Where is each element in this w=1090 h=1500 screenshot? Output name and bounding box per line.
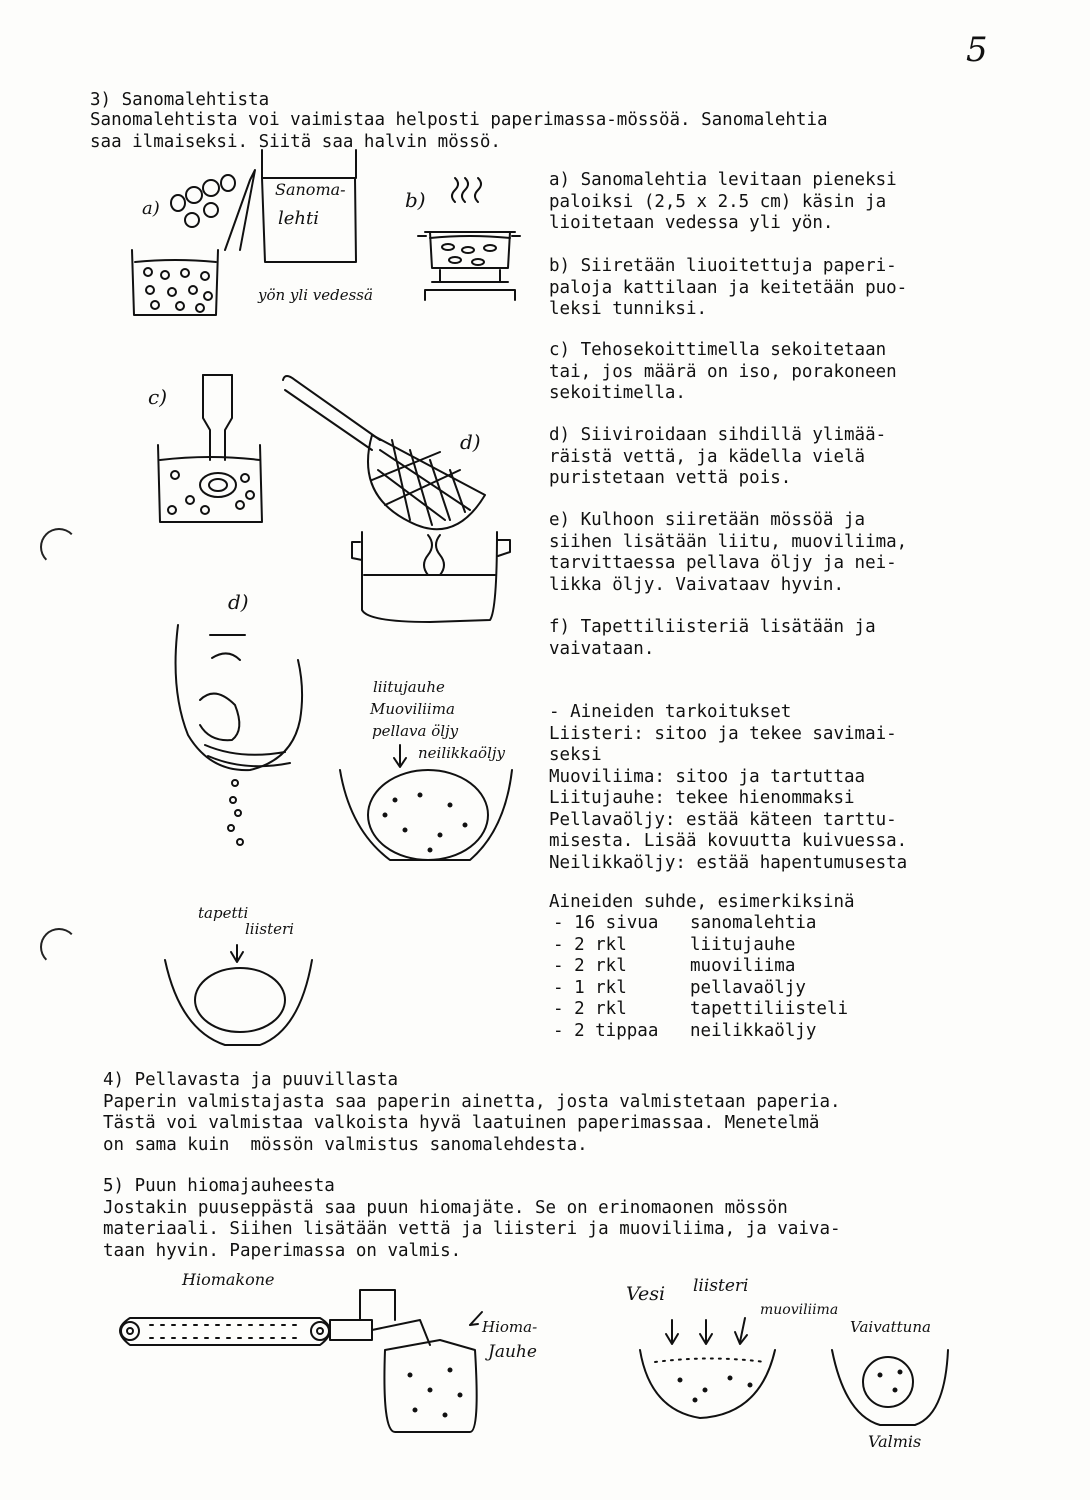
sketch-e-bowl: [340, 745, 512, 860]
label-lehti: lehti: [278, 208, 319, 229]
step-line: paloja kattilaan ja keitetään puo-: [549, 277, 908, 298]
purpose-line: Neilikkaöljy: estää hapentumusesta: [549, 852, 908, 873]
label-c: c): [148, 385, 168, 409]
label-liisteri-2: liisteri: [693, 1276, 749, 1296]
label-muoviliima: Muoviliima: [370, 700, 455, 718]
intro-line: Sanomalehtista voi vaimistaa helposti paperimassa-mössöä. Sanomalehtia: [90, 110, 828, 130]
purpose-line: misesta. Lisää kovuutta kuivuessa.: [549, 831, 908, 851]
step-line: tarvittaessa pellava öljy ja nei-: [549, 553, 897, 573]
label-neilikka: neilikkaöljy: [418, 744, 506, 762]
ratio-amount: - 2 rkl: [553, 934, 627, 955]
label-hioma: Hioma-: [482, 1318, 538, 1336]
section-5-line: Jostakin puuseppästä saa puun hiomajäte. Se on erinomaonen mössön: [103, 1197, 788, 1218]
sketch-b-pot: [418, 178, 520, 300]
purposes-title: - Aineiden tarkoitukset: [549, 702, 792, 722]
sketch-a-paper-pieces: [171, 175, 235, 227]
ratio-item: neilikkaöljy: [690, 1020, 817, 1041]
ratio-item: pellavaöljy: [690, 977, 806, 998]
sketch-hiomakone: [120, 1290, 430, 1345]
sketch-d-bowl: [352, 532, 510, 622]
section-5-line: materiaali. Siihen lisätään vettä ja liisteri ja muoviliima, ja vaiva-: [103, 1219, 841, 1239]
step-line: sekoitimella.: [549, 383, 686, 403]
step-line: c) Tehosekoittimella sekoitetaan: [549, 340, 887, 360]
ratio-amount: - 2 tippaa: [553, 1020, 659, 1041]
label-vaivattuna: Vaivattuna: [850, 1318, 931, 1336]
label-d-2: d): [228, 590, 249, 614]
ratio-amount: - 2 rkl: [553, 956, 627, 976]
section-5-heading: 5) Puun hiomajauheesta: [103, 1176, 335, 1196]
section-4-heading: 4) Pellavasta ja puuvillasta: [103, 1070, 399, 1090]
sketch-c-mixer: [158, 375, 262, 522]
label-valmis: Valmis: [868, 1432, 922, 1451]
label-sanoma: Sanoma-: [275, 180, 346, 199]
purpose-line: Liisteri: sitoo ja tekee savimai-: [549, 723, 897, 744]
ratio-amount: - 16 sivua: [553, 913, 659, 933]
section-5-line: taan hyvin. Paperimassa on valmis.: [103, 1240, 462, 1261]
step-line: siihen lisätään liitu, muoviliima,: [549, 531, 908, 552]
sketch-bowl-kneaded: [832, 1350, 948, 1425]
label-yon-yli: yön yli vedessä: [258, 286, 373, 304]
purpose-line: Liitujauhe: tekee hienommaksi: [549, 788, 855, 808]
label-liitujauhe: liitujauhe: [373, 678, 445, 696]
sketch-a-container: [132, 250, 218, 315]
label-d-1: d): [460, 430, 481, 454]
section-4-line: Tästä voi valmistaa valkoista hyvä laatuinen paperimassaa. Menetelmä: [103, 1113, 820, 1133]
label-liisteri: liisteri: [245, 920, 294, 938]
label-tapetti: tapetti: [198, 904, 249, 922]
sketch-dust-bag: [384, 1312, 482, 1432]
section-4-line: Paperin valmistajasta saa paperin ainetta, josta valmistetaan paperia.: [103, 1091, 841, 1112]
purpose-line: Muoviliima: sitoo ja tartuttaa: [549, 766, 866, 787]
sketch-a-folded-paper: [225, 170, 255, 250]
step-line: likka öljy. Vaivataav hyvin.: [549, 574, 845, 595]
step-line: räistä vettä, ja kädella vielä: [549, 446, 866, 467]
step-line: leksi tunniksi.: [549, 299, 708, 319]
sketch-f-bowl: [165, 945, 312, 1045]
section-4-line: on sama kuin mössön valmistus sanomalehdesta.: [103, 1134, 588, 1155]
ratio-amount: - 1 rkl: [553, 977, 627, 998]
ratio-item: muoviliima: [690, 956, 796, 976]
ratio-amount: - 2 rkl: [553, 999, 627, 1019]
section-3-heading: 3) Sanomalehtista: [90, 90, 270, 110]
step-line: vaivataan.: [549, 638, 655, 659]
intro-line: saa ilmaiseksi. Siitä saa halvin mössö.: [90, 131, 501, 152]
step-line: d) Siiviroidaan sihdillä ylimää-: [549, 425, 887, 445]
step-line: lioitetaan vedessa yli yön.: [549, 213, 834, 233]
step-line: b) Siiretään liuoitettuja paperi-: [549, 256, 897, 276]
sketch-d-sieve: [283, 376, 485, 529]
label-jauhe: Jauhe: [488, 1342, 537, 1362]
label-a: a): [142, 198, 160, 219]
purpose-line: Pellavaöljy: estää käteen tarttu-: [549, 809, 897, 830]
step-line: f) Tapettiliisteriä lisätään ja: [549, 617, 876, 637]
step-line: tai, jos määrä on iso, porakoneen: [549, 361, 897, 382]
label-hiomakone: Hiomakone: [182, 1270, 275, 1289]
label-pellava: pellava öljy: [372, 722, 459, 740]
ratio-item: liitujauhe: [690, 934, 796, 955]
label-b: b): [405, 188, 426, 212]
step-line: a) Sanomalehtia levitaan pieneksi: [549, 170, 897, 190]
sketch-d-hands: [176, 625, 303, 845]
label-vesi: Vesi: [626, 1283, 666, 1305]
step-line: paloiksi (2,5 x 2.5 cm) käsin ja: [549, 191, 887, 212]
label-muoviliima-2: muoviliima: [760, 1302, 839, 1318]
ratio-item: tapettiliisteli: [690, 999, 849, 1019]
step-line: e) Kulhoon siiretään mössöä ja: [549, 510, 866, 530]
purpose-line: seksi: [549, 745, 602, 765]
step-line: puristetaan vettä pois.: [549, 468, 792, 488]
ratio-item: sanomalehtia: [690, 913, 817, 933]
sketch-bowl-mixing: [640, 1318, 775, 1418]
page-number: 5: [966, 30, 988, 70]
ratio-title: Aineiden suhde, esimerkiksinä: [549, 892, 855, 912]
